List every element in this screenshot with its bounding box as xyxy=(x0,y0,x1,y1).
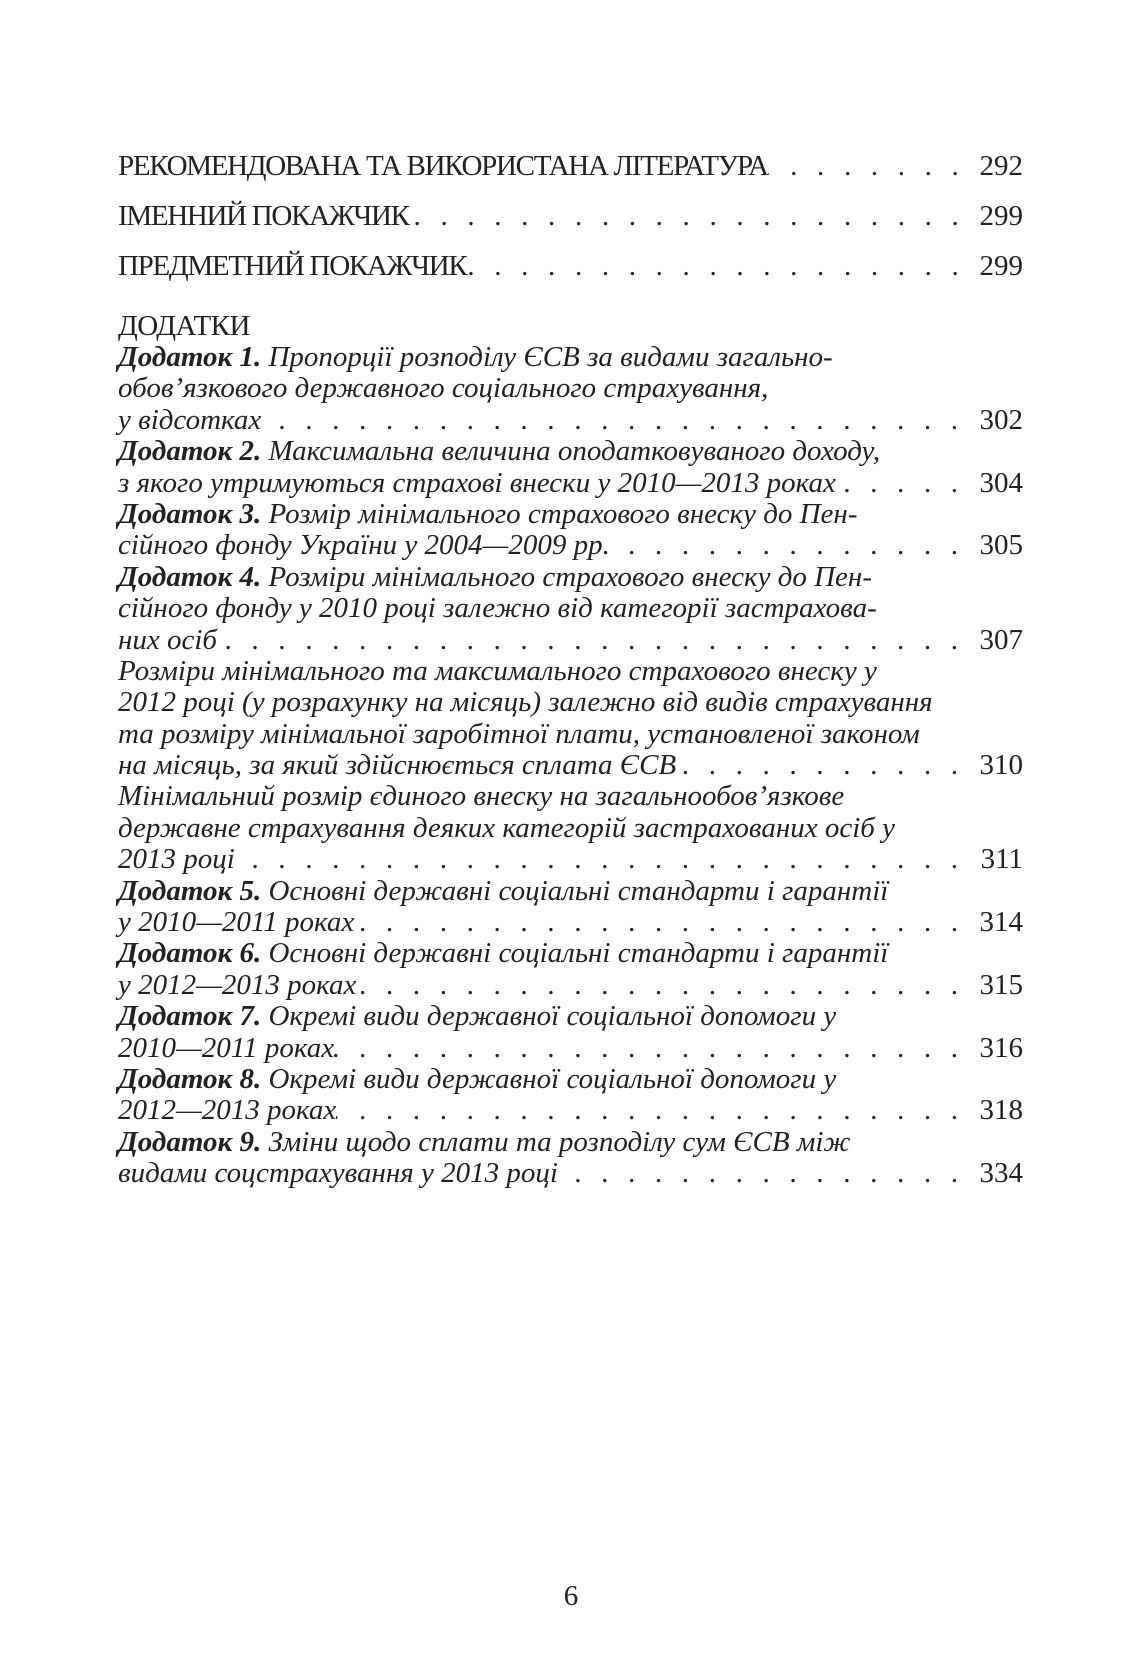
dot-leader xyxy=(610,530,973,561)
appendix-last-line xyxy=(118,530,1023,561)
toc-entry xyxy=(118,200,1023,232)
appendix-entry xyxy=(118,342,1023,436)
toc-entry-page: 299 xyxy=(979,200,1023,232)
appendix-label: Додаток 2. xyxy=(118,435,262,468)
appendix-text: Розміри мінімального страхового внеску до Пен- xyxy=(261,560,872,593)
appendix-entry xyxy=(118,938,1023,1001)
appendix-text: сійного фонду України у 2004—2009 рр. xyxy=(118,529,610,562)
appendix-text: Зміни щодо сплати та розподілу сум ЄСВ між xyxy=(261,1125,851,1158)
dot-leader xyxy=(466,250,973,282)
page-number: 6 xyxy=(563,1580,579,1612)
appendix-text: 2010—2011 роках xyxy=(118,1031,335,1064)
appendix-line xyxy=(118,1064,1023,1095)
appendix-label: Додаток 7. xyxy=(118,1000,262,1033)
appendix-line xyxy=(118,562,1023,593)
appendix-entry xyxy=(118,781,1023,875)
appendix-entry xyxy=(118,1064,1023,1127)
appendix-text: у 2012—2013 роках xyxy=(118,968,357,1001)
appendices-heading: ДОДАТКИ xyxy=(118,310,250,342)
appendix-entry xyxy=(118,1127,1023,1190)
appendix-label: Додаток 1. xyxy=(118,341,262,373)
appendix-last-line xyxy=(118,1095,1023,1126)
appendix-page: 311 xyxy=(980,843,1023,876)
appendix-page: 314 xyxy=(979,906,1023,939)
appendix-last-line xyxy=(118,907,1023,938)
appendix-line xyxy=(118,813,1023,844)
appendix-text: обов’язкового державного соціального страхування, xyxy=(118,372,769,405)
appendix-label: Додаток 3. xyxy=(118,497,262,530)
appendix-text: видами соцстрахування у 2013 році xyxy=(118,1157,558,1190)
toc-entry-page: 292 xyxy=(979,150,1023,182)
dot-leader xyxy=(217,625,973,656)
appendix-text: Основні державні соціальні стандарти і гарантії xyxy=(261,874,889,907)
dot-leader xyxy=(558,1158,973,1189)
appendix-text: сійного фонду у 2010 році залежно від категорії застрахова- xyxy=(118,592,877,625)
appendix-entry xyxy=(118,1001,1023,1064)
appendix-line xyxy=(118,593,1023,624)
dot-leader xyxy=(768,150,973,182)
dot-leader xyxy=(836,468,973,499)
appendix-entry xyxy=(118,562,1023,656)
appendix-text: Окремі види державної соціальної допомоги у xyxy=(261,1062,837,1095)
appendix-label: Додаток 4. xyxy=(118,560,262,593)
appendix-entry xyxy=(118,876,1023,939)
appendix-line xyxy=(118,781,1023,812)
appendix-line xyxy=(118,1127,1023,1158)
appendix-last-line xyxy=(118,844,1023,875)
appendix-line xyxy=(118,876,1023,907)
appendix-text: та розміру мінімальної заробітної плати, установленої законом xyxy=(118,717,920,750)
main-entries xyxy=(118,150,1023,282)
appendix-page: 316 xyxy=(979,1031,1023,1064)
dot-leader xyxy=(235,844,973,875)
appendix-page: 302 xyxy=(979,403,1023,436)
toc-entry xyxy=(118,150,1023,182)
toc-entry xyxy=(118,250,1023,282)
appendix-text: Мінімальний розмір єдиного внеску на загальнообов’язкове xyxy=(118,780,845,813)
appendix-text: Основні державні соціальні стандарти і гарантії xyxy=(261,937,889,970)
appendix-text: Окремі види державної соціальної допомоги у xyxy=(261,1000,837,1033)
dot-leader xyxy=(409,200,973,232)
appendix-text: Пропорції розподілу ЄСВ за видами загально- xyxy=(261,341,833,373)
appendix-text: 2012—2013 роках xyxy=(118,1094,337,1127)
appendix-page: 334 xyxy=(979,1157,1023,1190)
appendix-page: 318 xyxy=(979,1094,1023,1127)
dot-leader xyxy=(261,405,973,436)
dot-leader xyxy=(336,1095,973,1126)
appendix-text: з якого утримуються страхові внески у 2010—2013 роках xyxy=(118,466,836,499)
appendix-line xyxy=(118,938,1023,969)
toc-entry-title: РЕКОМЕНДОВАНА ТА ВИКОРИСТАНА ЛІТЕРАТУРА xyxy=(118,150,768,182)
appendix-label: Додаток 9. xyxy=(118,1125,262,1158)
appendix-last-line xyxy=(118,625,1023,656)
appendix-page: 304 xyxy=(979,466,1023,499)
appendix-line xyxy=(118,687,1023,718)
appendix-page: 310 xyxy=(979,749,1023,782)
appendix-text: у 2010—2011 роках xyxy=(118,906,355,939)
table-of-contents xyxy=(118,150,1023,1190)
appendix-page: 315 xyxy=(979,968,1023,1001)
appendix-text: Максимальна величина оподатковуваного доходу, xyxy=(261,435,881,468)
appendix-text: них осіб xyxy=(118,623,218,656)
appendix-text: 2013 році xyxy=(118,843,235,876)
appendix-text: Розміри мінімального та максимального страхового внеску у xyxy=(118,654,877,687)
appendix-last-line xyxy=(118,1158,1023,1189)
appendix-page: 307 xyxy=(979,623,1023,656)
appendix-text: 2012 році (у розрахунку на місяць) залежно від видів страхування xyxy=(118,686,933,719)
appendix-entry xyxy=(118,499,1023,562)
appendix-last-line xyxy=(118,405,1023,436)
appendix-entry xyxy=(118,436,1023,499)
appendix-line xyxy=(118,499,1023,530)
appendix-label: Додаток 5. xyxy=(118,874,262,907)
toc-entry-title: ПРЕДМЕТНИЙ ПОКАЖЧИК xyxy=(118,250,467,282)
toc-entry-page: 299 xyxy=(979,250,1023,282)
appendix-line xyxy=(118,719,1023,750)
appendix-line xyxy=(118,656,1023,687)
appendix-text: на місяць, за який здійснюється сплата ЄСВ xyxy=(118,749,677,782)
appendix-line xyxy=(118,436,1023,467)
appendix-page: 305 xyxy=(979,529,1023,562)
appendices-list xyxy=(118,342,1023,1190)
appendix-last-line xyxy=(118,1033,1023,1064)
dot-leader xyxy=(356,970,973,1001)
appendix-line xyxy=(118,342,1023,373)
appendix-label: Додаток 6. xyxy=(118,937,262,970)
appendix-last-line xyxy=(118,970,1023,1001)
appendix-entry xyxy=(118,656,1023,782)
dot-leader xyxy=(676,750,973,781)
appendix-text: Розмір мінімального страхового внеску до Пен- xyxy=(261,497,858,530)
appendix-text: у відсотках xyxy=(118,403,262,436)
appendix-text: державне страхування деяких категорій застрахованих осіб у xyxy=(118,811,895,844)
appendix-line xyxy=(118,373,1023,404)
dot-leader xyxy=(334,1033,973,1064)
dot-leader xyxy=(354,907,973,938)
appendix-last-line xyxy=(118,750,1023,781)
appendix-label: Додаток 8. xyxy=(118,1062,262,1095)
toc-entry-title: ІМЕННИЙ ПОКАЖЧИК xyxy=(118,200,409,232)
appendix-last-line xyxy=(118,468,1023,499)
appendix-line xyxy=(118,1001,1023,1032)
